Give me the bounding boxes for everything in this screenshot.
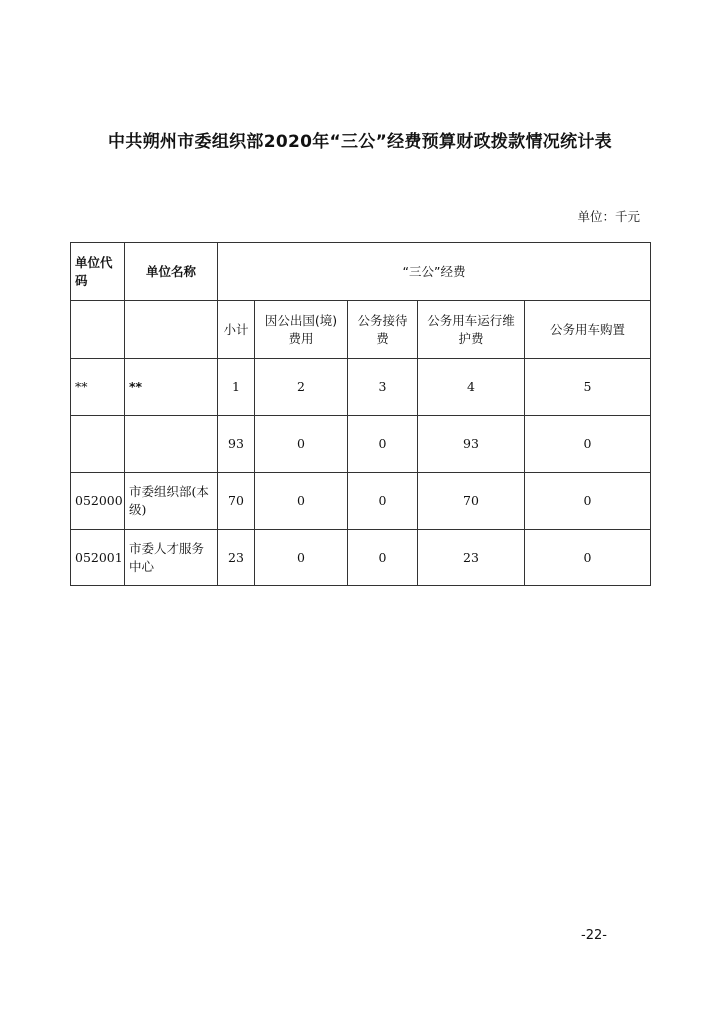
- header-empty-cell: [71, 301, 125, 359]
- table-row: [71, 473, 651, 530]
- cell-subtotal: 70: [218, 473, 255, 530]
- cell-name: 市委人才服务中心: [125, 530, 218, 586]
- cell-code: 052001: [71, 530, 125, 586]
- header-empty-cell: [125, 301, 218, 359]
- cell-abroad: 2: [255, 359, 348, 416]
- cell-name: [125, 416, 218, 473]
- cell-vehicle-purchase: 0: [525, 416, 651, 473]
- table-row: [71, 530, 651, 586]
- cell-reception: 0: [348, 416, 418, 473]
- cell-vehicle-operation: 4: [418, 359, 525, 416]
- cell-vehicle-operation: 93: [418, 416, 525, 473]
- header-reception: 公务接待费: [348, 301, 418, 359]
- page-number: -22-: [581, 928, 607, 943]
- document-title: 中共朔州市委组织部2020年“三公”经费预算财政拨款情况统计表: [108, 132, 612, 152]
- header-subtotal: 小计: [218, 301, 255, 359]
- cell-code: **: [71, 359, 125, 416]
- cell-name: **: [125, 359, 218, 416]
- statistics-table: [70, 242, 651, 586]
- unit-label: 单位：千元: [577, 209, 640, 224]
- cell-reception: 0: [348, 473, 418, 530]
- header-abroad: 因公出国(境)费用: [255, 301, 348, 359]
- header-unit-name: 单位名称: [125, 243, 218, 301]
- cell-subtotal: 93: [218, 416, 255, 473]
- table-row: [71, 416, 651, 473]
- cell-name: 市委组织部(本级): [125, 473, 218, 530]
- cell-code: [71, 416, 125, 473]
- cell-subtotal: 23: [218, 530, 255, 586]
- cell-code: 052000: [71, 473, 125, 530]
- cell-vehicle-operation: 70: [418, 473, 525, 530]
- cell-vehicle-purchase: 5: [525, 359, 651, 416]
- header-unit-code: 单位代码: [71, 243, 125, 301]
- header-row-2: [71, 301, 651, 359]
- header-row-1: [71, 243, 651, 301]
- cell-vehicle-purchase: 0: [525, 473, 651, 530]
- header-three-public-group: “三公”经费: [218, 243, 651, 301]
- cell-abroad: 0: [255, 416, 348, 473]
- cell-vehicle-operation: 23: [418, 530, 525, 586]
- table-row: [71, 359, 651, 416]
- header-vehicle-operation: 公务用车运行维护费: [418, 301, 525, 359]
- header-vehicle-purchase: 公务用车购置: [525, 301, 651, 359]
- cell-reception: 3: [348, 359, 418, 416]
- cell-vehicle-purchase: 0: [525, 530, 651, 586]
- cell-subtotal: 1: [218, 359, 255, 416]
- cell-abroad: 0: [255, 473, 348, 530]
- cell-reception: 0: [348, 530, 418, 586]
- cell-abroad: 0: [255, 530, 348, 586]
